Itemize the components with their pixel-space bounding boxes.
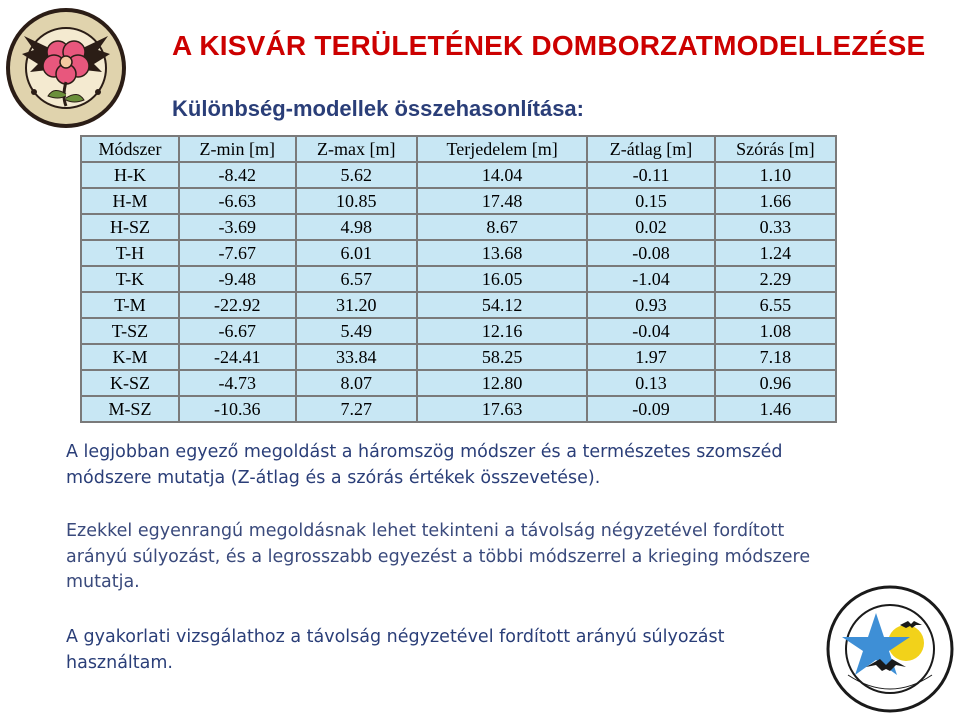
table-cell: -22.92 bbox=[179, 292, 296, 318]
table-cell: T-H bbox=[81, 240, 179, 266]
table-cell: 0.02 bbox=[587, 214, 714, 240]
table-cell: 0.15 bbox=[587, 188, 714, 214]
table-cell: 4.98 bbox=[296, 214, 417, 240]
table-cell: -0.08 bbox=[587, 240, 714, 266]
table-cell: 5.49 bbox=[296, 318, 417, 344]
table-cell: 17.63 bbox=[417, 396, 588, 422]
table-cell: -0.09 bbox=[587, 396, 714, 422]
table-cell: 13.68 bbox=[417, 240, 588, 266]
table-cell: T-M bbox=[81, 292, 179, 318]
table-cell: 7.27 bbox=[296, 396, 417, 422]
table-cell: 12.16 bbox=[417, 318, 588, 344]
table-cell: 6.57 bbox=[296, 266, 417, 292]
table-cell: 14.04 bbox=[417, 162, 588, 188]
table-cell: 1.24 bbox=[715, 240, 836, 266]
table-cell: -7.67 bbox=[179, 240, 296, 266]
table-cell: 8.67 bbox=[417, 214, 588, 240]
table-cell: 12.80 bbox=[417, 370, 588, 396]
table-cell: 54.12 bbox=[417, 292, 588, 318]
table-cell: 31.20 bbox=[296, 292, 417, 318]
table-cell: 0.96 bbox=[715, 370, 836, 396]
table-cell: -24.41 bbox=[179, 344, 296, 370]
bat-star-seal-icon bbox=[826, 585, 954, 713]
table-cell: 1.97 bbox=[587, 344, 714, 370]
table-cell: M-SZ bbox=[81, 396, 179, 422]
table-cell: -0.04 bbox=[587, 318, 714, 344]
table-cell: 6.55 bbox=[715, 292, 836, 318]
table-row bbox=[81, 266, 836, 292]
table-row bbox=[81, 396, 836, 422]
table-cell: 1.66 bbox=[715, 188, 836, 214]
table-cell: 58.25 bbox=[417, 344, 588, 370]
table-row bbox=[81, 188, 836, 214]
table-cell: -3.69 bbox=[179, 214, 296, 240]
table-cell: H-M bbox=[81, 188, 179, 214]
page-title: A KISVÁR TERÜLETÉNEK DOMBORZATMODELLEZÉSE bbox=[172, 30, 926, 61]
table-header-row bbox=[81, 136, 836, 162]
table-cell: -6.63 bbox=[179, 188, 296, 214]
table-cell: 0.33 bbox=[715, 214, 836, 240]
table-cell: 17.48 bbox=[417, 188, 588, 214]
table-cell: -4.73 bbox=[179, 370, 296, 396]
column-header: Z-átlag [m] bbox=[587, 136, 714, 162]
table-row bbox=[81, 214, 836, 240]
table-row bbox=[81, 292, 836, 318]
table-cell: 7.18 bbox=[715, 344, 836, 370]
table-cell: -9.48 bbox=[179, 266, 296, 292]
table-cell: 5.62 bbox=[296, 162, 417, 188]
column-header: Terjedelem [m] bbox=[417, 136, 588, 162]
table-cell: K-M bbox=[81, 344, 179, 370]
paragraph-conclusion: A gyakorlati vizsgálathoz a távolság négyzetével fordított arányú súlyozást használtam. bbox=[66, 627, 725, 673]
table-row bbox=[81, 240, 836, 266]
table-row bbox=[81, 162, 836, 188]
table-cell: 0.93 bbox=[587, 292, 714, 318]
table-cell: 1.46 bbox=[715, 396, 836, 422]
table-cell: H-K bbox=[81, 162, 179, 188]
table-cell: 16.05 bbox=[417, 266, 588, 292]
club-logo-left bbox=[4, 6, 128, 130]
table-cell: T-K bbox=[81, 266, 179, 292]
column-header: Módszer bbox=[81, 136, 179, 162]
paragraph-best-match: A legjobban egyező megoldást a háromszög módszer és a természetes szomszéd módszere mutatja (Z-átlag és a szórás értékek összevetése). bbox=[66, 442, 783, 488]
comparison-table bbox=[80, 135, 837, 423]
table-row bbox=[81, 370, 836, 396]
table-cell: 2.29 bbox=[715, 266, 836, 292]
table-cell: 8.07 bbox=[296, 370, 417, 396]
column-header: Z-max [m] bbox=[296, 136, 417, 162]
table-cell: 6.01 bbox=[296, 240, 417, 266]
table-cell: T-SZ bbox=[81, 318, 179, 344]
table-cell: K-SZ bbox=[81, 370, 179, 396]
table-cell: H-SZ bbox=[81, 214, 179, 240]
page-subtitle: Különbség-modellek összehasonlítása: bbox=[172, 96, 584, 121]
table-cell: -6.67 bbox=[179, 318, 296, 344]
table-row bbox=[81, 318, 836, 344]
table-cell: 1.08 bbox=[715, 318, 836, 344]
table-cell: -1.04 bbox=[587, 266, 714, 292]
table-cell: -10.36 bbox=[179, 396, 296, 422]
table-cell: -0.11 bbox=[587, 162, 714, 188]
table-row bbox=[81, 344, 836, 370]
table-cell: 33.84 bbox=[296, 344, 417, 370]
table-cell: 10.85 bbox=[296, 188, 417, 214]
flower-bat-seal-icon bbox=[4, 6, 128, 130]
column-header: Szórás [m] bbox=[715, 136, 836, 162]
table-cell: 1.10 bbox=[715, 162, 836, 188]
column-header: Z-min [m] bbox=[179, 136, 296, 162]
paragraph-idw-kriging: Ezekkel egyenrangú megoldásnak lehet tekinteni a távolság négyzetével fordított arányú súlyozást, és a legrosszabb egyezést a többi módszerrel a krieging módszere mutatja. bbox=[66, 521, 811, 592]
club-logo-right bbox=[826, 585, 954, 713]
table-cell: 0.13 bbox=[587, 370, 714, 396]
table-cell: -8.42 bbox=[179, 162, 296, 188]
